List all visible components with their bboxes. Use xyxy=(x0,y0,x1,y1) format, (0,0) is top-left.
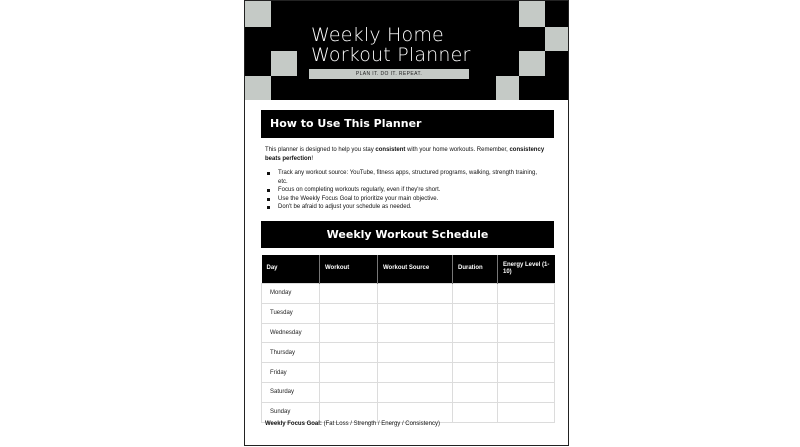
table-row xyxy=(262,363,555,383)
focus-goal-label: Weekly Focus Goal: xyxy=(265,421,322,427)
day-cell: Thursday xyxy=(262,343,320,363)
table-row xyxy=(262,284,555,304)
duration-cell[interactable] xyxy=(453,363,498,383)
duration-cell[interactable] xyxy=(453,343,498,363)
intro-paragraph xyxy=(265,146,545,163)
workout-cell[interactable] xyxy=(320,363,378,383)
tips-list xyxy=(265,169,545,212)
intro-text-a: This planner is designed to help you stay xyxy=(265,147,376,153)
title-line-1: Weekly Home xyxy=(311,24,444,46)
workout-cell[interactable] xyxy=(320,343,378,363)
tagline: PLAN IT. DO IT. REPEAT. xyxy=(309,69,469,79)
decor-square xyxy=(245,1,271,27)
day-cell: Wednesday xyxy=(262,323,320,343)
intro-text-c: with your home workouts. Remember, xyxy=(405,147,510,153)
energy-cell[interactable] xyxy=(498,402,555,422)
workout-cell[interactable] xyxy=(320,402,378,422)
how-to-heading: How to Use This Planner xyxy=(261,110,554,138)
workout-cell[interactable] xyxy=(320,284,378,304)
tip-item: Track any workout source: YouTube, fitness apps, structured programs, walking, strength training, etc. xyxy=(265,169,545,186)
col-header-workout: Workout xyxy=(320,255,378,284)
table-row xyxy=(262,382,555,402)
schedule-heading: Weekly Workout Schedule xyxy=(261,221,554,248)
source-cell[interactable] xyxy=(378,363,453,383)
energy-cell[interactable] xyxy=(498,363,555,383)
workout-cell[interactable] xyxy=(320,303,378,323)
decor-square xyxy=(545,27,569,51)
duration-cell[interactable] xyxy=(453,323,498,343)
intro-emphasis-consistent: consistent xyxy=(375,147,406,153)
source-cell[interactable] xyxy=(378,343,453,363)
tip-item: Focus on completing workouts regularly, even if they're short. xyxy=(265,186,545,195)
workout-cell[interactable] xyxy=(320,382,378,402)
intro-emphasis-perfection: consistency beats perfection xyxy=(265,147,545,162)
source-cell[interactable] xyxy=(378,402,453,422)
energy-cell[interactable] xyxy=(498,323,555,343)
decor-square xyxy=(245,76,271,100)
energy-cell[interactable] xyxy=(498,382,555,402)
intro-text-e: ! xyxy=(311,155,314,162)
table-row xyxy=(262,343,555,363)
col-header-day: Day xyxy=(262,255,320,284)
decor-square xyxy=(519,1,545,27)
source-cell[interactable] xyxy=(378,382,453,402)
duration-cell[interactable] xyxy=(453,402,498,422)
day-cell: Friday xyxy=(262,363,320,383)
schedule-table xyxy=(261,255,555,423)
decor-square xyxy=(519,51,545,76)
planner-page xyxy=(244,0,569,446)
decor-square xyxy=(271,51,297,76)
focus-goal-options: (Fat Loss / Strength / Energy / Consistency) xyxy=(321,421,440,427)
source-cell[interactable] xyxy=(378,284,453,304)
day-cell: Sunday xyxy=(262,402,320,422)
weekly-focus-goal[interactable] xyxy=(265,421,440,427)
source-cell[interactable] xyxy=(378,303,453,323)
day-cell: Saturday xyxy=(262,382,320,402)
schedule-header-row xyxy=(262,255,555,284)
table-row xyxy=(262,303,555,323)
duration-cell[interactable] xyxy=(453,303,498,323)
decor-square xyxy=(496,76,519,100)
duration-cell[interactable] xyxy=(453,382,498,402)
source-cell[interactable] xyxy=(378,323,453,343)
duration-cell[interactable] xyxy=(453,284,498,304)
col-header-energy: Energy Level (1-10) xyxy=(498,255,555,284)
tip-item: Use the Weekly Focus Goal to prioritize your main objective. xyxy=(265,195,545,204)
col-header-source: Workout Source xyxy=(378,255,453,284)
day-cell: Tuesday xyxy=(262,303,320,323)
workout-cell[interactable] xyxy=(320,323,378,343)
energy-cell[interactable] xyxy=(498,343,555,363)
title-line-2: Workout Planner xyxy=(311,44,471,66)
header-banner xyxy=(245,1,569,100)
page-title xyxy=(311,25,511,65)
table-row xyxy=(262,323,555,343)
energy-cell[interactable] xyxy=(498,303,555,323)
energy-cell[interactable] xyxy=(498,284,555,304)
tip-item: Don't be afraid to adjust your schedule as needed. xyxy=(265,203,545,212)
day-cell: Monday xyxy=(262,284,320,304)
col-header-duration: Duration xyxy=(453,255,498,284)
table-row xyxy=(262,402,555,422)
